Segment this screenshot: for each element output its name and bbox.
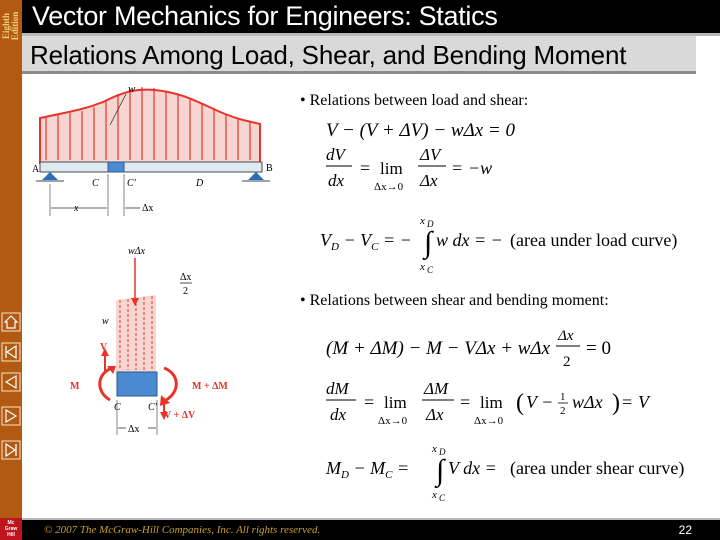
free-body-figure [60, 240, 250, 440]
svg-text:=: = [360, 158, 371, 178]
first-slide-icon[interactable] [1, 342, 21, 362]
svg-text:wΔx: wΔx [572, 392, 603, 412]
svg-text:dM: dM [326, 379, 349, 398]
svg-text:= 0: = 0 [586, 338, 611, 359]
svg-text:w dx = −: w dx = − [436, 230, 503, 250]
label-m-dm: M + ΔM [192, 381, 228, 392]
eq-equilibrium-shear: V − (V + ΔV) − wΔx = 0 [326, 120, 515, 141]
svg-text:x: x [432, 489, 437, 501]
svg-text:x: x [432, 443, 437, 455]
beam-element [108, 162, 124, 172]
svg-text:V dx =: V dx = [448, 458, 497, 478]
eq-moment-rate-rhs: V [638, 392, 649, 412]
label-w: w [128, 83, 136, 95]
eq-area-load: (area under load curve) [510, 230, 678, 250]
home-icon[interactable] [1, 312, 21, 332]
svg-text:=: = [452, 158, 463, 178]
label-w-small: w [102, 316, 109, 327]
previous-slide-icon[interactable] [1, 372, 21, 392]
label-dx-half-den: 2 [183, 286, 188, 297]
publisher-logo: Mc Graw Hill [0, 518, 22, 540]
svg-text:C: C [427, 265, 434, 275]
svg-text:Δx→0: Δx→0 [378, 415, 408, 427]
edition-line-2: Edition [10, 11, 20, 41]
svg-text:Δx: Δx [558, 328, 574, 344]
load-curve [40, 90, 260, 163]
svg-text:(M + ΔM) − M − VΔx + wΔx: (M + ΔM) − M − VΔx + wΔx [326, 338, 551, 359]
svg-text:=: = [364, 392, 375, 412]
title-bar [22, 0, 720, 36]
subtitle-bar [22, 36, 696, 74]
edition-line-1: Eighth [1, 12, 11, 40]
svg-text:VD − VC = −: $V_D - V_C$ = − [320, 230, 412, 253]
svg-text:x: x [420, 261, 425, 273]
label-c-prime: C′ [127, 178, 136, 189]
label-dx-small: Δx [128, 424, 140, 435]
svg-text:Δx: Δx [420, 171, 438, 190]
copyright: © 2007 The McGraw-Hill Companies, Inc. All rights reserved. [44, 524, 321, 536]
svg-text:=: = [460, 392, 471, 412]
svg-text:V −: V − [526, 392, 554, 412]
svg-text:dx: dx [328, 171, 345, 190]
slide-subtitle: Relations Among Load, Shear, and Bending Moment [30, 40, 627, 70]
label-d: D [196, 178, 204, 189]
label-c: C [92, 178, 99, 189]
svg-text:∫: ∫ [424, 226, 433, 259]
beam [40, 162, 262, 172]
svg-text:x: x [420, 215, 425, 227]
element-block [117, 372, 157, 396]
shear-moment-equations [320, 322, 710, 504]
edition-label [0, 0, 22, 52]
svg-text:∫: ∫ [436, 454, 445, 487]
label-c-small: C [114, 402, 121, 413]
svg-text:D: D [439, 447, 446, 457]
moment-left [100, 368, 112, 400]
bullet-load-shear: • Relations between load and shear: [300, 92, 529, 109]
svg-text:dx: dx [330, 405, 347, 424]
svg-text:2: 2 [563, 354, 571, 370]
page-title: Vector Mechanics for Engineers: Statics [32, 1, 498, 31]
svg-text:D: D [427, 219, 434, 229]
svg-text:(: ( [516, 390, 524, 416]
svg-text:MD − MC =: $M_D - M_C$ = [326, 458, 410, 481]
label-v: V [100, 342, 108, 353]
svg-text:Δx: Δx [426, 405, 444, 424]
next-slide-icon[interactable] [1, 406, 21, 426]
label-b: B [266, 163, 273, 174]
label-v-dv: V + ΔV [164, 410, 196, 421]
footer [22, 518, 720, 540]
eq-area-shear: (area under shear curve) [510, 458, 685, 478]
label-wdx: wΔx [128, 246, 145, 257]
support-a [42, 172, 58, 180]
label-c-prime-small: C′ [148, 402, 157, 413]
label-dx: Δx [142, 203, 154, 214]
label-dx-half-num: Δx [180, 272, 192, 283]
svg-text:): ) [612, 390, 620, 416]
svg-text:=: = [622, 392, 633, 412]
bullet-shear-moment: • Relations between shear and bending moment: [300, 292, 609, 309]
page-number: 22 [678, 523, 692, 537]
svg-text:ΔM: ΔM [424, 379, 449, 398]
beam-load-figure [28, 80, 288, 225]
moment-right [164, 368, 176, 400]
label-a: A [32, 164, 40, 175]
svg-text:C: C [439, 493, 446, 503]
support-b [248, 172, 264, 180]
svg-text:lim: lim [380, 159, 403, 178]
load-shear-equations [320, 112, 710, 282]
svg-text:dV: dV [326, 145, 345, 164]
eq-shear-rate-rhs: −w [468, 158, 493, 178]
label-x: x [74, 203, 79, 214]
label-m: M [70, 381, 80, 392]
sidebar [0, 0, 22, 540]
svg-text:2: 2 [560, 405, 566, 417]
svg-text:1: 1 [560, 391, 566, 403]
svg-text:Δx→0: Δx→0 [374, 181, 404, 193]
svg-text:lim: lim [384, 393, 407, 412]
svg-text:Δx→0: Δx→0 [474, 415, 504, 427]
svg-text:ΔV: ΔV [420, 145, 441, 164]
svg-text:lim: lim [480, 393, 503, 412]
last-slide-icon[interactable] [1, 440, 21, 460]
